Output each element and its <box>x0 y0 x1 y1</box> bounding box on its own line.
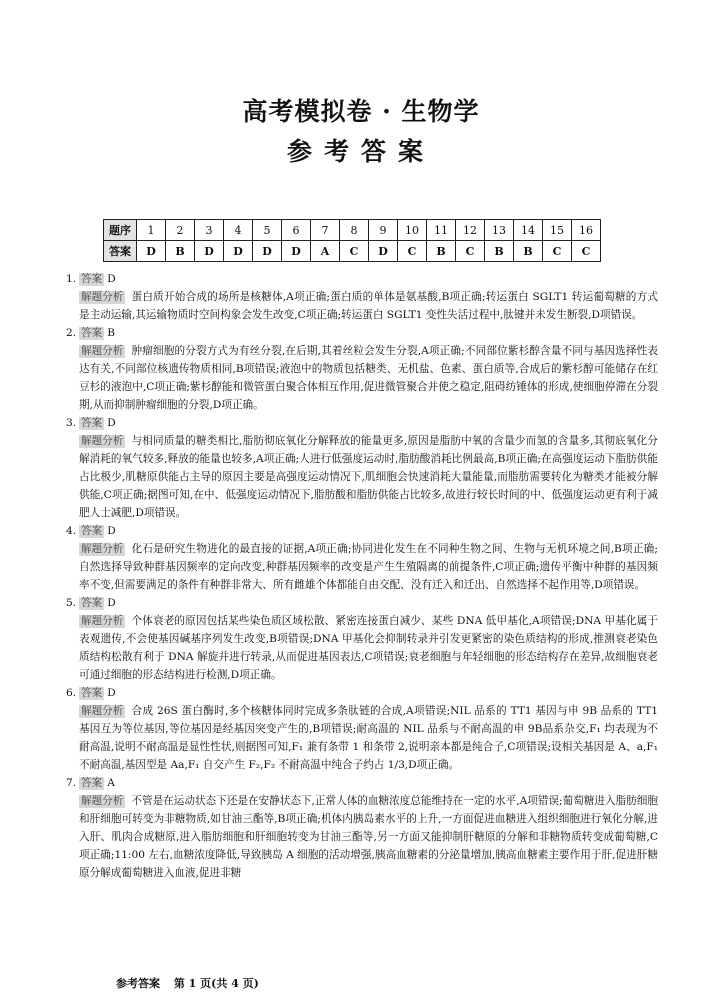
explanation-paragraph <box>66 702 658 774</box>
answer-line <box>66 324 658 342</box>
table-answer-label: 答案 <box>104 241 137 262</box>
document-subtitle: 参考答案 <box>286 137 435 166</box>
explanation-text: 蛋白质开始合成的场所是核糖体,A项正确;蛋白质的单体是氨基酸,B项正确;转运蛋白 SGLT1 转运葡萄糖的方式是主动运输,其运输物质时空间构象会发生改变,C项正确;转运蛋白 SGLT1 变性失活过程中,肽键并未发生断裂,D项错误。 <box>79 291 658 321</box>
explanation-text: 化石是研究生物进化的最直接的证据,A项正确;协同进化发生在不同种生物之间、生物与无机环境之间,B项正确;自然选择导致种群基因频率的定向改变,种群基因频率的改变是产生生殖隔离的前提条件,C项正确;遗传平衡中种群的基因频率不变,但需要满足的条件有种群非常大、所有雌雄个体都能自由交配、没有迁入和迁出、自然选择不起作用等,D项错误。 <box>79 543 658 591</box>
question-block <box>66 684 658 774</box>
explanation-paragraph <box>66 540 658 594</box>
analysis-tag: 解题分析 <box>81 795 124 807</box>
table-answer-value: B <box>514 241 543 262</box>
table-answer-value: B <box>166 241 195 262</box>
answer-tag: 答案 <box>81 524 103 537</box>
explanation-text: 个体衰老的原因包括某些染色质区域松散、紧密连接蛋白减少、某些 DNA 低甲基化,A项错误;DNA 甲基化属于表观遗传,不会使基因碱基序列发生改变,B项错误;DNA 甲基化会抑制转录并引发更紧密的染色质结构的形成,推测衰老染色质结构松散有利于 DNA 解旋并进行转录,从而促进基因表达,C项错误;衰老细胞与年轻细胞的形态结构存在差异,故细胞衰老可通过细胞的形态结构进行检测,D项正确。 <box>79 615 658 681</box>
table-question-number: 16 <box>572 220 601 241</box>
table-question-number: 2 <box>166 220 195 241</box>
answer-table-answer-row <box>104 241 601 262</box>
answer-table <box>103 219 601 262</box>
table-question-number: 15 <box>543 220 572 241</box>
question-number: 7. <box>66 777 77 789</box>
answer-explanations <box>66 270 658 882</box>
table-question-number: 12 <box>456 220 485 241</box>
answer-value: D <box>107 525 116 537</box>
question-block <box>66 594 658 684</box>
question-block <box>66 774 658 882</box>
table-question-number: 5 <box>253 220 282 241</box>
table-answer-value: C <box>572 241 601 262</box>
answer-value: D <box>107 687 116 699</box>
answer-line <box>66 522 658 540</box>
answer-tag: 答案 <box>81 326 103 339</box>
explanation-text: 合成 26S 蛋白酶时,多个核糖体同时完成多条肽链的合成,A项错误;NIL 品系的 TT1 基因与申 9B 品系的 TT1 基因互为等位基因,等位基因是经基因突变产生的,B项错误;耐高温的 NIL 品系与不耐高温的申 9B品系杂交,F₁ 均表现为不耐高温,说明不耐高温是显性性状,则据图可知,F₁ 兼有条带 1 和条带 2,说明亲本都是纯合子,C项错误;设相关基因是 A、a,F₁ 不耐高温,基因型是 Aa,F₁ 自交产生 F₂,F₂ 不耐高温中纯合子约占 1/3,D项正确。 <box>79 705 658 771</box>
table-answer-value: B <box>427 241 456 262</box>
table-answer-value: B <box>485 241 514 262</box>
answer-table-number-row <box>104 220 601 241</box>
question-number: 4. <box>66 525 77 537</box>
table-question-number: 11 <box>427 220 456 241</box>
table-answer-value: D <box>137 241 166 262</box>
table-answer-value: C <box>456 241 485 262</box>
explanation-paragraph <box>66 342 658 414</box>
explanation-paragraph <box>66 612 658 684</box>
table-question-number: 1 <box>137 220 166 241</box>
table-question-number: 8 <box>340 220 369 241</box>
answer-tag: 答案 <box>81 272 103 285</box>
analysis-tag: 解题分析 <box>81 345 124 357</box>
explanation-text: 与相同质量的糖类相比,脂肪彻底氧化分解释放的能量更多,原因是脂肪中氧的含量少而氢的含量多,其彻底氧化分解消耗的氧气较多,释放的能量也较多,A项正确;人进行低强度运动时,脂肪酸消耗比例最高,B项正确;在高强度运动下脂肪供能占比极少,肌糖原供能占主导的原因主要是高强度运动情况下,肌细胞会快速消耗大量能量,而脂肪需要转化为糖类才能被分解供能,C项正确;据图可知,在中、低强度运动情况下,脂肪酸和脂肪供能占比较多,故进行较长时间的中、低强度运动更有利于减肥人士减肥,D项错误。 <box>79 435 658 519</box>
question-number: 3. <box>66 417 77 429</box>
question-number: 1. <box>66 273 77 285</box>
answer-line <box>66 270 658 288</box>
answer-line <box>66 594 658 612</box>
answer-tag: 答案 <box>81 416 103 429</box>
answer-tag: 答案 <box>81 776 103 789</box>
table-question-number: 13 <box>485 220 514 241</box>
explanation-paragraph <box>66 432 658 522</box>
question-block <box>66 324 658 414</box>
answer-line <box>66 414 658 432</box>
answer-line <box>66 774 658 792</box>
question-block <box>66 270 658 324</box>
table-header-label: 题序 <box>104 220 137 241</box>
answer-value: B <box>107 327 115 339</box>
analysis-tag: 解题分析 <box>81 705 124 717</box>
table-answer-value: C <box>398 241 427 262</box>
answer-value: D <box>107 597 116 609</box>
answer-value: D <box>107 417 116 429</box>
footer-page-number: 第 1 页(共 4 页) <box>173 977 259 990</box>
table-question-number: 6 <box>282 220 311 241</box>
table-question-number: 3 <box>195 220 224 241</box>
table-answer-value: A <box>311 241 340 262</box>
table-question-number: 7 <box>311 220 340 241</box>
table-answer-value: C <box>543 241 572 262</box>
explanation-text: 不管是在运动状态下还是在安静状态下,正常人体的血糖浓度总能维持在一定的水平,A项错误;葡萄糖进入脂肪细胞和肝细胞可转变为非糖物质,如甘油三酯等,B项正确;机体内胰岛素水平的上升,一方面促进血糖进入组织细胞进行氧化分解,进入肝、肌肉合成糖原,进入脂肪细胞和肝细胞转变为甘油三酯等,另一方面又能抑制肝糖原的分解和非糖物质转变成葡萄糖,C项正确;11:00 左右,血糖浓度降低,导致胰岛 A 细胞的活动增强,胰高血糖素的分泌量增加,胰高血糖素主要作用于肝,促进肝糖原分解成葡萄糖进入血液,促进非糖 <box>79 795 658 879</box>
explanation-text: 肿瘤细胞的分裂方式为有丝分裂,在后期,其着丝粒会发生分裂,A项正确;不同部位紫杉醇含量不同与基因选择性表达有关,不同部位核遗传物质相同,B项错误;液泡中的物质包括糖类、无机盐、色素、蛋白质等,合成后的紫杉醇可能储存在红豆杉的液泡中,C项正确;紫杉醇能和微管蛋白聚合体相互作用,促进微管聚合并使之稳定,阻碍纺锤体的形成,使细胞停滞在分裂期,从而抑制肿瘤细胞的分裂,D项正确。 <box>79 345 658 411</box>
question-number: 5. <box>66 597 77 609</box>
answer-tag: 答案 <box>81 686 103 699</box>
document-title: 高考模拟卷 · 生物学 <box>242 97 480 126</box>
table-answer-value: C <box>340 241 369 262</box>
question-block <box>66 414 658 522</box>
table-answer-value: D <box>253 241 282 262</box>
answer-line <box>66 684 658 702</box>
answer-tag: 答案 <box>81 596 103 609</box>
table-question-number: 9 <box>369 220 398 241</box>
table-question-number: 4 <box>224 220 253 241</box>
table-question-number: 14 <box>514 220 543 241</box>
table-answer-value: D <box>369 241 398 262</box>
table-answer-value: D <box>224 241 253 262</box>
explanation-paragraph <box>66 792 658 882</box>
footer-label: 参考答案 <box>116 977 160 990</box>
question-number: 6. <box>66 687 77 699</box>
analysis-tag: 解题分析 <box>81 543 124 555</box>
analysis-tag: 解题分析 <box>81 291 124 303</box>
table-answer-value: D <box>195 241 224 262</box>
answer-value: A <box>107 777 115 789</box>
table-answer-value: D <box>282 241 311 262</box>
question-number: 2. <box>66 327 77 339</box>
analysis-tag: 解题分析 <box>81 615 124 627</box>
analysis-tag: 解题分析 <box>81 435 124 447</box>
page-footer <box>116 975 269 991</box>
explanation-paragraph <box>66 288 658 324</box>
answer-value: D <box>107 273 116 285</box>
question-block <box>66 522 658 594</box>
table-question-number: 10 <box>398 220 427 241</box>
